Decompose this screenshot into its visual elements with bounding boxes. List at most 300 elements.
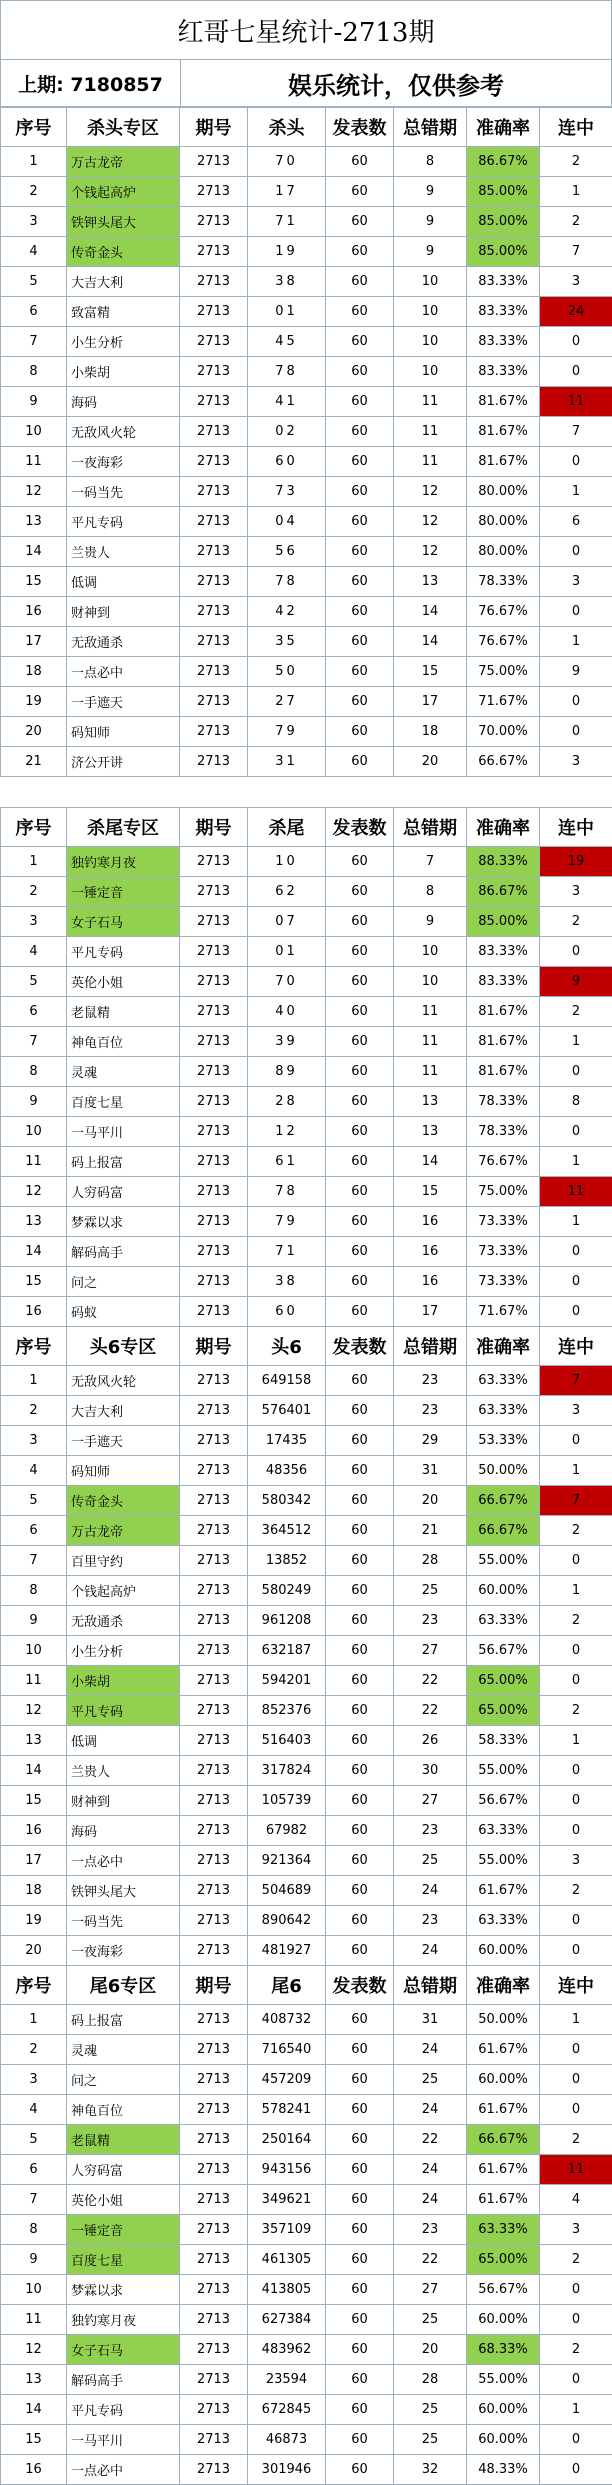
- table-row: [1, 1267, 612, 1297]
- cell-total-misses: 27: [394, 2275, 467, 2305]
- cell-accuracy: 80.00%: [467, 537, 540, 567]
- cell-name: 小生分析: [67, 1636, 180, 1666]
- cell-accuracy: 71.67%: [467, 1297, 540, 1327]
- cell-total-misses: 23: [394, 1366, 467, 1396]
- table-row: [1, 1297, 612, 1327]
- table-row: [1, 2365, 612, 2395]
- cell-rank: 7: [1, 327, 67, 357]
- cell-published: 60: [326, 1147, 394, 1177]
- cell-total-misses: 25: [394, 2305, 467, 2335]
- cell-published: 60: [326, 177, 394, 207]
- cell-total-misses: 11: [394, 447, 467, 477]
- cell-pick: 78: [248, 357, 326, 387]
- cell-pick: 89: [248, 1057, 326, 1087]
- cell-rank: 8: [1, 1576, 67, 1606]
- cell-issue: 2713: [180, 657, 248, 687]
- cell-pick: 461305: [248, 2245, 326, 2275]
- cell-published: 60: [326, 387, 394, 417]
- section-gap-cell: [1, 777, 612, 808]
- cell-pick: 67982: [248, 1816, 326, 1846]
- cell-pick: 580342: [248, 1486, 326, 1516]
- cell-rank: 14: [1, 1756, 67, 1786]
- cell-rank: 19: [1, 687, 67, 717]
- cell-published: 60: [326, 1267, 394, 1297]
- cell-issue: 2713: [180, 1087, 248, 1117]
- cell-accuracy: 86.67%: [467, 147, 540, 177]
- cell-rank: 13: [1, 2365, 67, 2395]
- cell-rank: 17: [1, 627, 67, 657]
- table-row: [1, 1816, 612, 1846]
- cell-issue: 2713: [180, 907, 248, 937]
- cell-accuracy: 63.33%: [467, 1816, 540, 1846]
- table-row: [1, 657, 612, 687]
- cell-total-misses: 20: [394, 2335, 467, 2365]
- table-row: [1, 2035, 612, 2065]
- cell-published: 60: [326, 1726, 394, 1756]
- cell-issue: 2713: [180, 1696, 248, 1726]
- cell-accuracy: 65.00%: [467, 1696, 540, 1726]
- cell-accuracy: 81.67%: [467, 387, 540, 417]
- cell-published: 60: [326, 1366, 394, 1396]
- cell-name: 英伦小姐: [67, 2185, 180, 2215]
- table-row: [1, 717, 612, 747]
- cell-rank: 13: [1, 1207, 67, 1237]
- cell-total-misses: 13: [394, 1087, 467, 1117]
- header-published: 发表数: [326, 1966, 394, 2005]
- table-row: [1, 1366, 612, 1396]
- cell-streak: 2: [540, 1696, 612, 1726]
- cell-name: 兰贵人: [67, 537, 180, 567]
- cell-accuracy: 55.00%: [467, 1846, 540, 1876]
- cell-accuracy: 88.33%: [467, 847, 540, 877]
- cell-streak: 1: [540, 477, 612, 507]
- cell-issue: 2713: [180, 997, 248, 1027]
- table-row: [1, 747, 612, 777]
- cell-name: 财神到: [67, 1786, 180, 1816]
- cell-published: 60: [326, 1876, 394, 1906]
- cell-total-misses: 7: [394, 847, 467, 877]
- cell-issue: 2713: [180, 1726, 248, 1756]
- cell-streak: 1: [540, 1456, 612, 1486]
- table-row: [1, 687, 612, 717]
- table-row: [1, 477, 612, 507]
- cell-rank: 8: [1, 1057, 67, 1087]
- cell-accuracy: 81.67%: [467, 997, 540, 1027]
- cell-issue: 2713: [180, 1297, 248, 1327]
- table-row: [1, 237, 612, 267]
- cell-published: 60: [326, 1237, 394, 1267]
- cell-issue: 2713: [180, 267, 248, 297]
- table-row: [1, 907, 612, 937]
- cell-total-misses: 23: [394, 1396, 467, 1426]
- cell-name: 一马平川: [67, 2425, 180, 2455]
- table-row: [1, 297, 612, 327]
- cell-published: 60: [326, 2005, 394, 2035]
- cell-total-misses: 28: [394, 2365, 467, 2395]
- table-row: [1, 2395, 612, 2425]
- cell-pick: 60: [248, 1297, 326, 1327]
- cell-name: 万古龙帝: [67, 1516, 180, 1546]
- cell-name: 兰贵人: [67, 1756, 180, 1786]
- cell-published: 60: [326, 327, 394, 357]
- cell-streak: 7: [540, 417, 612, 447]
- cell-accuracy: 63.33%: [467, 1396, 540, 1426]
- table-row: [1, 177, 612, 207]
- cell-pick: 23594: [248, 2365, 326, 2395]
- cell-issue: 2713: [180, 1177, 248, 1207]
- cell-total-misses: 14: [394, 627, 467, 657]
- cell-streak: 3: [540, 567, 612, 597]
- cell-published: 60: [326, 207, 394, 237]
- cell-streak: 1: [540, 2005, 612, 2035]
- table-row: [1, 2065, 612, 2095]
- cell-published: 60: [326, 937, 394, 967]
- cell-pick: 45: [248, 327, 326, 357]
- cell-accuracy: 85.00%: [467, 907, 540, 937]
- cell-pick: 39: [248, 1027, 326, 1057]
- cell-accuracy: 83.33%: [467, 267, 540, 297]
- cell-pick: 73: [248, 477, 326, 507]
- cell-issue: 2713: [180, 2185, 248, 2215]
- cell-pick: 961208: [248, 1606, 326, 1636]
- cell-published: 60: [326, 2395, 394, 2425]
- table-row: [1, 1906, 612, 1936]
- cell-rank: 14: [1, 537, 67, 567]
- cell-name: 老鼠精: [67, 2125, 180, 2155]
- disclaimer-text: 娱乐统计，仅供参考: [181, 60, 611, 106]
- cell-rank: 19: [1, 1906, 67, 1936]
- cell-issue: 2713: [180, 1636, 248, 1666]
- cell-name: 灵魂: [67, 1057, 180, 1087]
- table-row: [1, 1027, 612, 1057]
- cell-streak: 19: [540, 847, 612, 877]
- cell-rank: 10: [1, 1117, 67, 1147]
- cell-streak: 0: [540, 1426, 612, 1456]
- cell-published: 60: [326, 2455, 394, 2485]
- header-total-misses: 总错期: [394, 1327, 467, 1366]
- cell-published: 60: [326, 1297, 394, 1327]
- cell-pick: 580249: [248, 1576, 326, 1606]
- cell-accuracy: 65.00%: [467, 2245, 540, 2275]
- cell-rank: 1: [1, 847, 67, 877]
- cell-rank: 12: [1, 477, 67, 507]
- cell-issue: 2713: [180, 477, 248, 507]
- cell-issue: 2713: [180, 1027, 248, 1057]
- cell-rank: 2: [1, 177, 67, 207]
- cell-accuracy: 81.67%: [467, 447, 540, 477]
- cell-total-misses: 21: [394, 1516, 467, 1546]
- cell-issue: 2713: [180, 1366, 248, 1396]
- table-row: [1, 1636, 612, 1666]
- cell-issue: 2713: [180, 847, 248, 877]
- section-gap: [1, 777, 612, 808]
- header-issue: 期号: [180, 1966, 248, 2005]
- cell-rank: 12: [1, 1696, 67, 1726]
- cell-pick: 46873: [248, 2425, 326, 2455]
- cell-rank: 17: [1, 1846, 67, 1876]
- cell-published: 60: [326, 147, 394, 177]
- header-name: 头6专区: [67, 1327, 180, 1366]
- cell-streak: 0: [540, 1546, 612, 1576]
- table-row: [1, 2005, 612, 2035]
- cell-rank: 7: [1, 2185, 67, 2215]
- cell-rank: 1: [1, 147, 67, 177]
- cell-name: 平凡专码: [67, 2395, 180, 2425]
- cell-total-misses: 15: [394, 657, 467, 687]
- cell-streak: 2: [540, 1516, 612, 1546]
- cell-accuracy: 85.00%: [467, 207, 540, 237]
- cell-accuracy: 85.00%: [467, 237, 540, 267]
- cell-published: 60: [326, 1027, 394, 1057]
- cell-name: 小柴胡: [67, 1666, 180, 1696]
- cell-rank: 12: [1, 1177, 67, 1207]
- cell-pick: 79: [248, 717, 326, 747]
- cell-issue: 2713: [180, 937, 248, 967]
- cell-accuracy: 65.00%: [467, 1666, 540, 1696]
- cell-published: 60: [326, 627, 394, 657]
- header-rank: 序号: [1, 808, 67, 847]
- cell-total-misses: 16: [394, 1267, 467, 1297]
- cell-accuracy: 66.67%: [467, 2125, 540, 2155]
- cell-streak: 1: [540, 1207, 612, 1237]
- cell-pick: 38: [248, 1267, 326, 1297]
- cell-pick: 27: [248, 687, 326, 717]
- cell-streak: 11: [540, 387, 612, 417]
- cell-pick: 578241: [248, 2095, 326, 2125]
- table-row: [1, 1666, 612, 1696]
- cell-pick: 19: [248, 237, 326, 267]
- table-row: [1, 1147, 612, 1177]
- cell-name: 无敌通杀: [67, 627, 180, 657]
- table-row: [1, 267, 612, 297]
- cell-published: 60: [326, 1846, 394, 1876]
- cell-issue: 2713: [180, 207, 248, 237]
- cell-total-misses: 11: [394, 1027, 467, 1057]
- cell-pick: 576401: [248, 1396, 326, 1426]
- cell-published: 60: [326, 537, 394, 567]
- cell-issue: 2713: [180, 2305, 248, 2335]
- cell-name: 大吉大利: [67, 1396, 180, 1426]
- table-row: [1, 1936, 612, 1966]
- table-row: [1, 597, 612, 627]
- cell-total-misses: 17: [394, 1297, 467, 1327]
- cell-name: 百里守约: [67, 1546, 180, 1576]
- cell-total-misses: 23: [394, 1906, 467, 1936]
- cell-streak: 2: [540, 2335, 612, 2365]
- table-row: [1, 877, 612, 907]
- cell-published: 60: [326, 1786, 394, 1816]
- cell-accuracy: 58.33%: [467, 1726, 540, 1756]
- cell-total-misses: 25: [394, 2425, 467, 2455]
- cell-accuracy: 66.67%: [467, 1486, 540, 1516]
- cell-pick: 301946: [248, 2455, 326, 2485]
- cell-accuracy: 63.33%: [467, 2215, 540, 2245]
- section-header-row: [1, 1327, 612, 1366]
- cell-accuracy: 75.00%: [467, 657, 540, 687]
- header-name: 杀头专区: [67, 108, 180, 147]
- cell-accuracy: 73.33%: [467, 1207, 540, 1237]
- cell-published: 60: [326, 1426, 394, 1456]
- cell-published: 60: [326, 2125, 394, 2155]
- table-row: [1, 2245, 612, 2275]
- cell-accuracy: 60.00%: [467, 2305, 540, 2335]
- cell-streak: 0: [540, 2095, 612, 2125]
- cell-accuracy: 83.33%: [467, 967, 540, 997]
- table-row: [1, 1756, 612, 1786]
- cell-published: 60: [326, 1546, 394, 1576]
- header-streak: 连中: [540, 808, 612, 847]
- cell-streak: 1: [540, 1147, 612, 1177]
- cell-streak: 8: [540, 1087, 612, 1117]
- cell-name: 一夜海彩: [67, 447, 180, 477]
- cell-streak: 0: [540, 1666, 612, 1696]
- cell-published: 60: [326, 1816, 394, 1846]
- cell-name: 无敌风火轮: [67, 417, 180, 447]
- cell-streak: 0: [540, 2365, 612, 2395]
- cell-streak: 1: [540, 1027, 612, 1057]
- table-row: [1, 1786, 612, 1816]
- cell-issue: 2713: [180, 417, 248, 447]
- cell-published: 60: [326, 847, 394, 877]
- cell-rank: 16: [1, 1816, 67, 1846]
- cell-issue: 2713: [180, 2425, 248, 2455]
- cell-total-misses: 23: [394, 1816, 467, 1846]
- cell-total-misses: 24: [394, 2155, 467, 2185]
- stats-table-body: [1, 108, 612, 2485]
- table-row: [1, 357, 612, 387]
- cell-pick: 71: [248, 207, 326, 237]
- cell-streak: 0: [540, 537, 612, 567]
- cell-accuracy: 83.33%: [467, 357, 540, 387]
- cell-pick: 716540: [248, 2035, 326, 2065]
- table-row: [1, 1576, 612, 1606]
- cell-accuracy: 50.00%: [467, 2005, 540, 2035]
- cell-total-misses: 24: [394, 1876, 467, 1906]
- header-total-misses: 总错期: [394, 1966, 467, 2005]
- cell-total-misses: 27: [394, 1636, 467, 1666]
- cell-accuracy: 55.00%: [467, 1546, 540, 1576]
- cell-streak: 24: [540, 297, 612, 327]
- cell-streak: 0: [540, 1636, 612, 1666]
- cell-rank: 15: [1, 567, 67, 597]
- cell-name: 海码: [67, 387, 180, 417]
- cell-rank: 5: [1, 1486, 67, 1516]
- cell-name: 问之: [67, 1267, 180, 1297]
- table-row: [1, 2275, 612, 2305]
- cell-issue: 2713: [180, 2455, 248, 2485]
- cell-accuracy: 53.33%: [467, 1426, 540, 1456]
- cell-published: 60: [326, 477, 394, 507]
- table-row: [1, 1237, 612, 1267]
- cell-accuracy: 50.00%: [467, 1456, 540, 1486]
- cell-streak: 7: [540, 237, 612, 267]
- cell-streak: 7: [540, 1366, 612, 1396]
- cell-issue: 2713: [180, 537, 248, 567]
- cell-total-misses: 25: [394, 1576, 467, 1606]
- cell-name: 低调: [67, 567, 180, 597]
- cell-rank: 3: [1, 2065, 67, 2095]
- cell-issue: 2713: [180, 507, 248, 537]
- cell-published: 60: [326, 2365, 394, 2395]
- cell-name: 百度七星: [67, 2245, 180, 2275]
- header-streak: 连中: [540, 1966, 612, 2005]
- cell-published: 60: [326, 1576, 394, 1606]
- header-published: 发表数: [326, 1327, 394, 1366]
- cell-pick: 890642: [248, 1906, 326, 1936]
- cell-accuracy: 85.00%: [467, 177, 540, 207]
- cell-total-misses: 18: [394, 717, 467, 747]
- cell-published: 60: [326, 237, 394, 267]
- cell-total-misses: 11: [394, 997, 467, 1027]
- section-header-row: [1, 108, 612, 147]
- cell-streak: 0: [540, 1786, 612, 1816]
- table-row: [1, 847, 612, 877]
- cell-rank: 9: [1, 387, 67, 417]
- cell-rank: 21: [1, 747, 67, 777]
- cell-name: 人穷码富: [67, 1177, 180, 1207]
- cell-streak: 0: [540, 1756, 612, 1786]
- table-row: [1, 627, 612, 657]
- cell-issue: 2713: [180, 1207, 248, 1237]
- cell-streak: 3: [540, 2215, 612, 2245]
- cell-accuracy: 75.00%: [467, 1177, 540, 1207]
- cell-pick: 38: [248, 267, 326, 297]
- cell-rank: 3: [1, 1426, 67, 1456]
- cell-rank: 9: [1, 1606, 67, 1636]
- cell-total-misses: 23: [394, 1606, 467, 1636]
- cell-published: 60: [326, 997, 394, 1027]
- section-header-row: [1, 808, 612, 847]
- table-row: [1, 1396, 612, 1426]
- cell-pick: 250164: [248, 2125, 326, 2155]
- cell-name: 灵魂: [67, 2035, 180, 2065]
- cell-accuracy: 61.67%: [467, 2035, 540, 2065]
- cell-name: 一锤定音: [67, 2215, 180, 2245]
- table-row: [1, 1696, 612, 1726]
- table-row: [1, 2095, 612, 2125]
- cell-published: 60: [326, 1117, 394, 1147]
- cell-name: 女子石马: [67, 2335, 180, 2365]
- cell-total-misses: 8: [394, 877, 467, 907]
- cell-published: 60: [326, 507, 394, 537]
- cell-published: 60: [326, 877, 394, 907]
- cell-accuracy: 60.00%: [467, 2065, 540, 2095]
- cell-name: 梦霖以求: [67, 2275, 180, 2305]
- cell-streak: 0: [540, 1906, 612, 1936]
- cell-pick: 943156: [248, 2155, 326, 2185]
- table-row: [1, 1726, 612, 1756]
- cell-rank: 13: [1, 507, 67, 537]
- cell-issue: 2713: [180, 1546, 248, 1576]
- table-row: [1, 387, 612, 417]
- cell-accuracy: 55.00%: [467, 2365, 540, 2395]
- cell-total-misses: 22: [394, 2125, 467, 2155]
- header-total-misses: 总错期: [394, 808, 467, 847]
- cell-pick: 28: [248, 1087, 326, 1117]
- cell-name: 低调: [67, 1726, 180, 1756]
- cell-streak: 11: [540, 1177, 612, 1207]
- section-header-row: [1, 1966, 612, 2005]
- cell-issue: 2713: [180, 327, 248, 357]
- cell-published: 60: [326, 907, 394, 937]
- cell-name: 济公开讲: [67, 747, 180, 777]
- cell-rank: 6: [1, 997, 67, 1027]
- cell-name: 独钓寒月夜: [67, 847, 180, 877]
- cell-rank: 10: [1, 1636, 67, 1666]
- cell-issue: 2713: [180, 387, 248, 417]
- cell-published: 60: [326, 2305, 394, 2335]
- cell-published: 60: [326, 357, 394, 387]
